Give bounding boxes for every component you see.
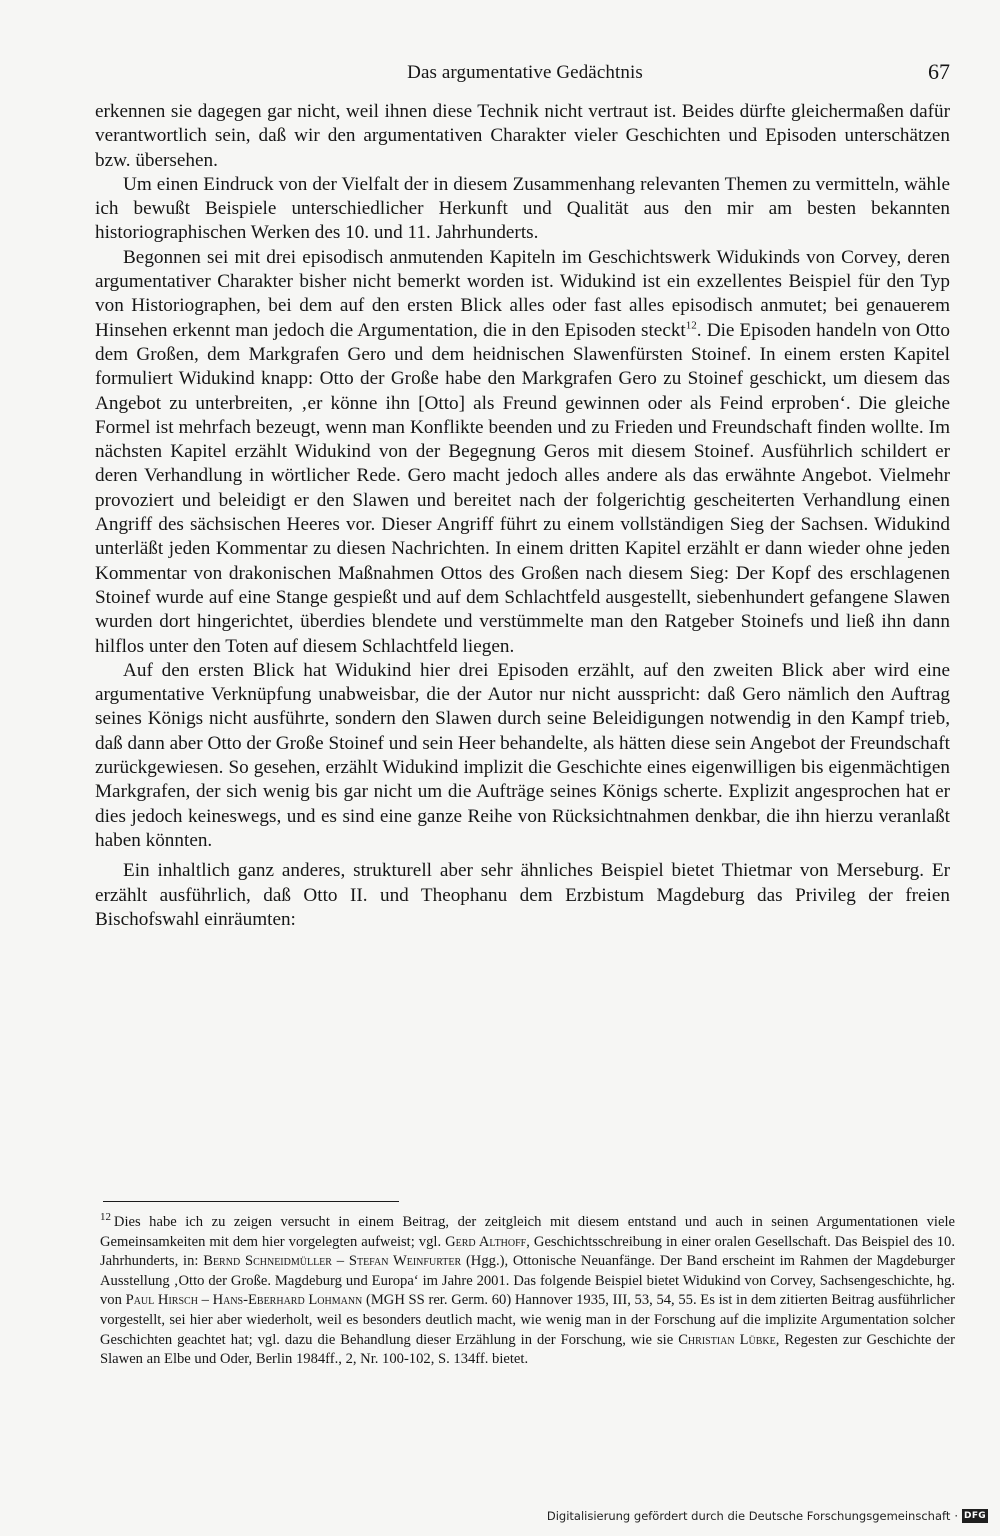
paragraph-2: Um einen Eindruck von der Vielfalt der in diesem Zusammenhang relevanten Themen zu vermitteln, wähle ich bewußt Beispiele unterschiedlicher Herkunft und Qualität aus den mir am besten bekannten historiographischen Werken des 10. und 11. Jahrhunderts.: [95, 173, 950, 244]
paragraph-3-part-a: Begonnen sei mit drei episodisch anmutenden Kapiteln im Geschichtswerk Widukinds von Corvey, deren argumentativer Charakter bisher nicht bemerkt worden ist. Widukind ist ein exzellentes Beispiel für den Typ von Historiographen, bei dem auf den ersten Blick alles oder fast alles episodisch anmutet; bei genauerem Hinsehen erkennt man jedoch die Argumentation, die in den Episoden steckt: [95, 246, 950, 341]
credit-dot: ·: [954, 1509, 958, 1523]
footnote-separator: [103, 1201, 399, 1202]
paragraph-5: Ein inhaltlich ganz anderes, strukturell aber sehr ähnliches Beispiel bietet Thietmar von Merseburg. Er erzählt ausführlich, daß Otto II. und Theophanu dem Erzbistum Magdeburg das Privileg der freien Bischofswahl einräumten:: [95, 860, 950, 930]
footnote-text-1: Dies habe ich zu zeigen versucht in einem Beitrag, der zeitgleich mit diesem entstand und auch in seinen Argumentationen viele Gemeinsamkeiten mit dem hier vorgelegten aufweist; vgl.: [100, 1214, 955, 1250]
body-text: [95, 100, 950, 932]
footnote-text-4: (MGH SS rer. Germ. 60) Hannover 1935, III, 53, 54, 55. Es ist in dem zitierten Beitrag ausführlicher vorgestellt, sei hier aber wiederholt, weil es besonders deutlich macht, wie wenig man in der Forschung auf die implizite Argumentation solcher Geschichten geachtet hat; vgl. dazu die Behandlung dieser Erzählung in der Forschung, wie sie: [100, 1292, 955, 1348]
paragraph-1: erkennen sie dagegen gar nicht, weil ihnen diese Technik nicht vertraut ist. Beides dürfte gleichermaßen dafür verantwortlich sein, daß wir den argumentativen Charakter vieler Geschichten und Episoden unterschätzen bzw. übersehen.: [95, 101, 950, 171]
paragraph-4: Auf den ersten Blick hat Widukind hier drei Episoden erzählt, auf den zweiten Blick aber wird eine argumentative Verknüpfung unabweisbar, die der Autor nur nicht ausspricht: daß Gero nämlich den Auftrag seines Königs nicht ausführte, sondern den Slawen durch seine Beleidigungen notwendig in den Kampf trieb, daß dann aber Otto der Große Stoinef und sein Heer behandelte, als hätten diese sein Angebot der Freundschaft zurückgewiesen. So gesehen, erzählt Widukind implizit die Geschichte eines eigenwilligen bis eigenmächtigen Markgrafen, der sich wenig bis gar nicht um die Aufträge seines Königs scherte. Explizit angesprochen hat er dies jedoch keineswegs, und es sind eine ganze Reihe von Rücksichtnahmen denkbar, die ihn hierzu veranlaßt haben könnten.: [95, 659, 950, 851]
dfg-logo-icon: DFG: [962, 1509, 988, 1523]
footnote-12: [100, 1213, 955, 1370]
page-number: 67: [928, 59, 950, 84]
footnote-text-3: (Hgg.), Ottonische Neuanfänge. Der Band erscheint im Rahmen der Magdeburger Ausstellung ‚Otto der Große. Magdeburg und Europa‘ im Jahre 2001. Das folgende Beispiel bietet Widukind von Corvey, Sachsengeschichte, hg. von: [100, 1253, 955, 1309]
running-title: Das argumentative Gedächtnis: [407, 62, 643, 83]
page-header: [90, 59, 960, 90]
paragraph-3: [95, 246, 950, 659]
footnote-text-2: , Geschichtsschreibung in einer oralen Gesellschaft. Das Beispiel des 10. Jahrhunderts, in:: [100, 1233, 955, 1270]
footnote-reference[interactable]: 12: [685, 319, 697, 332]
paragraph-3-part-b: . Die Episoden handeln von Otto dem Großen, dem Markgrafen Gero und dem heidnischen Slawenfürsten Stoinef. In einem ersten Kapitel formuliert Widukind knapp: Otto der Große habe den Markgrafen Gero zu Stoinef geschickt, um diesem das Angebot zu unterbreiten, ‚er könne ihn [Otto] als Freund gewinnen oder als Feind erproben‘. Die gleiche Formel ist mehrfach bezeugt, wenn man Konflikte beenden und zu Frieden und Freundschaft finden wollte. Im nächsten Kapitel erzählt Widukind von der Begegnung Geros mit diesem Stoinef. Ausführlich schildert er deren Verhandlung in wörtlicher Rede. Gero macht jedoch alles andere als das erwähnte Angebot. Vielmehr provoziert und beleidigt er den Slawen und bereitet nach der folgerichtig gescheiterten Verhandlung einen Angriff des sächsischen Heeres vor. Dieser Angriff führt zu einem vollständigen Sieg der Sachsen. Widukind unterläßt jeden Kommentar zu diesen Nachrichten. In einem dritten Kapitel erzählt er dann wieder ohne jeden Kommentar von drakonischen Maßnahmen Ottos des Großen nach diesem Sieg: Der Kopf des erschlagenen Stoinef wurde auf eine Stange gespießt und auf dem Schlachtfeld ausgestellt, siebenhundert gefangene Slawen wurden dort hingerichtet, überdies blendete und verstümmelte man den Ratgeber Stoinefs und ließ ihn dann hilflos unter den Toten auf diesem Schlachtfeld liegen.: [95, 319, 951, 657]
footnote-number: 12: [100, 1211, 111, 1224]
footnote-author-3: Paul Hirsch – Hans-Eberhard Lohmann: [125, 1292, 363, 1309]
footnote-author-2: Bernd Schneidmüller – Stefan Weinfurter: [203, 1253, 462, 1270]
digitization-credit-text: Digitalisierung gefördert durch die Deutsche Forschungsgemeinschaft: [546, 1509, 951, 1523]
footnote-text-5: , Regesten zur Geschichte der Slawen an Elbe und Oder, Berlin 1984ff., 2, Nr. 100-102, S. 134ff. bietet.: [100, 1331, 955, 1368]
footnote-author-4: Christian Lübke: [678, 1331, 776, 1348]
digitization-credit: [547, 1506, 988, 1526]
footnote-author-1: Gerd Althoff: [445, 1233, 527, 1250]
